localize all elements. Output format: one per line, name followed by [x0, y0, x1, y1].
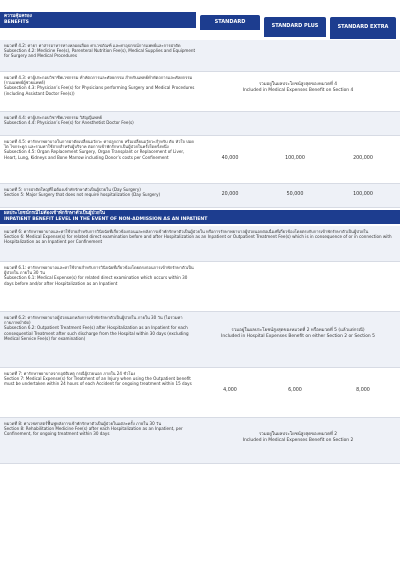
row-text-th: หมวดที่ 6.2: ค่ารักษาพยาบาลผู้ป่วยนอกหลังการเข้าพักรักษาตัวเป็นผู้ป่วยใน ภายใน 30 วัน (ไม่รวมค่ากายภาพบำบัด) [4, 315, 183, 326]
row-description [4, 75, 196, 96]
merged-value-cell [200, 432, 396, 443]
row-description [4, 265, 196, 286]
table-row [0, 184, 400, 208]
merged-value-cell [200, 82, 396, 93]
row-description [4, 139, 196, 160]
band-text-th: ผลประโยชน์กรณีไม่ต้องเข้าพักรักษาตัวเป็นผู้ป่วยใน [4, 211, 106, 216]
row-description [4, 187, 196, 197]
row-text-th: หมวดที่ 7: ค่ารักษาพยาบาลจากอุบัติเหตุ กรณีผู้ป่วยนอก ภายใน 24 ชั่วโมง [4, 371, 136, 376]
row-text-en: Subsection 4.4: Physician’s Fee(s) for Anesthetist Doctor Fee(s) [4, 120, 134, 126]
benefits-label-en: BENEFITS [4, 19, 29, 25]
merged-value-cell [200, 328, 396, 339]
benefits-label-th: ความคุ้มครอง [4, 14, 32, 19]
value-standard-extra: 100,000 [353, 192, 373, 197]
table-row [0, 262, 400, 312]
row-text-en: Subsection 4.3: Physician’s Fee(s) for Physicians performing Surgery and Medical Procedures (including Assistant Doctor Fee(s)) [4, 85, 195, 96]
column-header-standard: STANDARD [200, 15, 260, 30]
column-header-standard-plus: STANDARD PLUS [264, 17, 326, 37]
table-row [0, 136, 400, 184]
row-text-en: Subsection 4.5: Organ Replacement Surgery, Organ Transplant or Replacement of Liver, Heart, Lung, Kidneys and Bone Marrow including Donor’s costs per Confinement [4, 149, 185, 160]
value-standard: 40,000 [221, 156, 239, 161]
section-band [0, 210, 400, 224]
table-row [0, 368, 400, 418]
row-text-th: หมวดที่ 4.4: ค่าผู้ประกอบวิชาชีพเวชกรรม วิสัญญีแพทย์ [4, 115, 102, 120]
merged-text-en: Included in Medical Expenses Benefit on Section 2 [242, 437, 354, 443]
value-standard-extra: 200,000 [353, 156, 373, 161]
table-row [0, 40, 400, 72]
value-standard: 4,000 [223, 388, 237, 393]
row-text-en: Section 6: Medical Expense(s) for related direct examination before and after Hospitalization as an Inpatient or Outpatient Treatment Fee(s) which is in consequence of or in connection with Hospitalization as an Inpatient per Confinement [4, 234, 392, 245]
table-row [0, 226, 400, 262]
column-header-standard-extra: STANDARD EXTRA [330, 17, 396, 39]
row-description [4, 115, 196, 125]
table-row [0, 112, 400, 136]
merged-text-en: Included in Hospital Expenses Benefit on either Section 2 or Section 5 [221, 333, 375, 339]
row-description [4, 229, 396, 245]
merged-text-th: รวมอยู่ในผลประโยชน์สูงสุดของหมวดที่ 2 หรือหมวดที่ 5 (แล้วแต่กรณี) [231, 328, 365, 333]
table-header [0, 0, 400, 40]
table-row [0, 312, 400, 368]
row-text-th: หมวดที่ 8: ค่าเวชศาสตร์ฟื้นฟูหลังการเข้าพักรักษาตัวเป็นผู้ป่วยในแต่ละครั้ง ภายใน 30 วัน [4, 421, 162, 426]
row-text-en: Section 7: Medical Expense(s) for Treatment of an Injury when using the Outpatient benefit must be undertaken within 24 hours of each Accident for ongoing treatment within 15 days [4, 376, 192, 387]
row-text-en: Subsection 4.2: Medicine Fee(s), Parenteral Nutrition Fee(s), Medical Supplies and Equipment for Surgery and Medical Procedures [4, 48, 196, 59]
table-row [0, 418, 400, 464]
row-text-en: Subsection 6.2: Outpatient Treatment Fee(s) after Hospitalization as an Inpatient for each consequential Treatment after such discharge from the Hospital within 30 days (excluding Medical Service Fee(s) for examination) [4, 325, 189, 341]
band-text-en: INPATIENT BENEFIT LEVEL IN THE EVENT OF NON-ADMISSION AS AN INPATIENT [4, 216, 208, 222]
row-text-th: หมวดที่ 4.2: ค่ายา ค่าสารอาหารทางหลอดเลือด ค่าเวชภัณฑ์ และค่าอุปกรณ์การแพทย์และการผ่าตัด [4, 43, 181, 48]
merged-text-th: รวมอยู่ในผลประโยชน์สูงสุดของหมวดที่ 2 [258, 432, 338, 437]
row-description [4, 421, 196, 437]
value-standard-plus: 50,000 [286, 192, 304, 197]
value-standard-plus: 6,000 [288, 388, 302, 393]
row-text-en: Section 5: Major Surgery that does not require hospitalization (Day Surgery) [4, 192, 161, 198]
value-standard: 20,000 [221, 192, 239, 197]
row-text-th: หมวดที่ 6.1: ค่ารักษาพยาบาลและค่าใช้จ่ายสำหรับการวินิจฉัยที่เกี่ยวข้องโดยตรงก่อนการเข้าพักรักษาตัวเป็นผู้ป่วยใน ภายใน 30 วัน [4, 265, 194, 276]
row-text-th: หมวดที่ 5: การผ่าตัดใหญ่ที่ไม่ต้องเข้าพักรักษาตัวเป็นผู้ป่วยใน (Day Surgery) [4, 187, 141, 192]
value-standard-extra: 8,000 [356, 388, 370, 393]
row-text-en: Subsection 6.1: Medical Expense(s) for related direct examination which occurs within 30 days before and/or after Hospitalization as an Inpatient [4, 275, 188, 286]
merged-text-en: Included in Medical Expenses Benefit on Section 4 [242, 87, 354, 93]
row-text-th: หมวดที่ 6: ค่ารักษาพยาบาลและค่าใช้จ่ายสำหรับการวินิจฉัยที่เกี่ยวข้องก่อนและหลังการเข้าพักรักษาตัวเป็นผู้ป่วยใน หรือการรักษาพยาบาลผู้ป่วยนอกต่อเนื่องที่เกี่ยวข้องโดยตรงกับการเข้าพักรักษาตัวเป็นผู้ป่วยใน [4, 229, 369, 234]
row-description [4, 371, 196, 387]
row-description [4, 315, 196, 341]
row-text-th: หมวดที่ 4.3: ค่าผู้ประกอบวิชาชีพเวชกรรม ทำหัตถการและศัลยกรรม สำหรับแพทย์ทำหัตถการและศัลยกรรม (รวมแพทย์ผู้ช่วยแพทย์) [4, 75, 193, 86]
merged-text-th: รวมอยู่ในผลประโยชน์สูงสุดของหมวดที่ 4 [258, 82, 338, 87]
benefits-header-cell [0, 12, 196, 28]
table-row [0, 72, 400, 112]
value-standard-plus: 100,000 [285, 156, 305, 161]
row-text-th: หมวดที่ 4.5: ค่ารักษาพยาบาลในการผ่าตัดเปลี่ยนอวัยวะ ค่าปลูกถ่าย หรือเปลี่ยนอวัยวะสำหรับ ตับ หัวใจ ปอด ไต ไขกระดูก และรวมค่าใช้จ่ายสำหรับผู้บริจาค ต่อการเข้าพักรักษาเป็นผู้ป่วยในครั้งใดครั้งหนึ่ง [4, 139, 194, 150]
row-description [4, 43, 196, 59]
row-text-en: Section 8: Rehabilitation Medicine Fee(s) after each Hospitalization as an Inpatient, per Confinement, for ongoing treatment within 30 days [4, 426, 183, 437]
